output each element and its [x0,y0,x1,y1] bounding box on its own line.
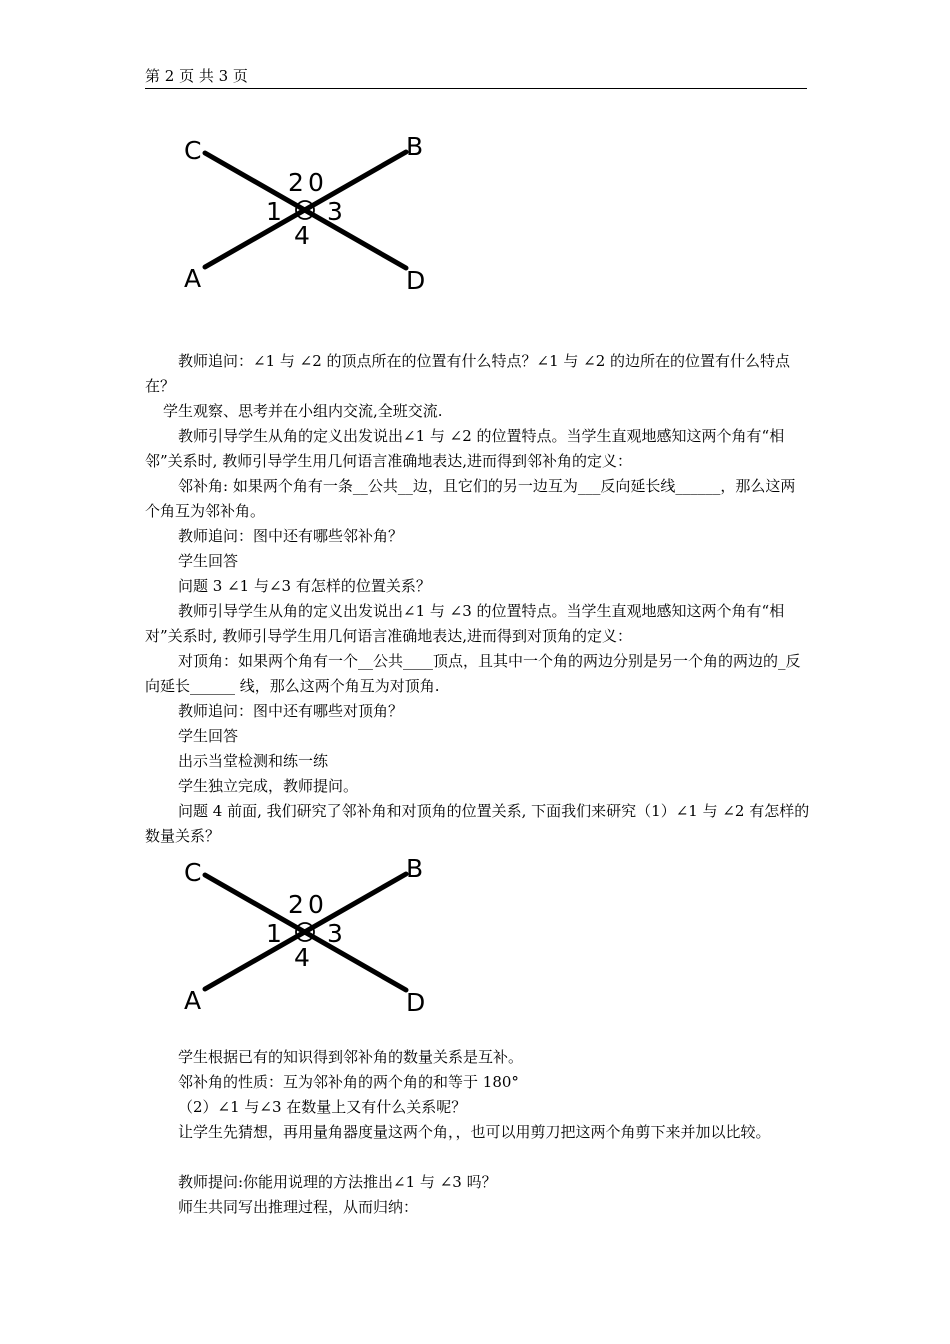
paragraph-5: 教师追问：图中还有哪些邻补角？ [178,527,404,545]
point-label-b: B [406,854,424,883]
paragraph-7: 问题 3 ∠1 与∠3 有怎样的位置关系？ [178,577,431,595]
angle-label-1: 1 [266,197,282,226]
angle-label-3: 3 [327,197,343,226]
paragraph-8: 教师引导学生从角的定义出发说出∠1 与 ∠3 的位置特点。当学生直观地感知这两个角有“相对”关系时, 教师引导学生用几何语言准确地表达,进而得到对顶角的定义： [145,602,785,645]
paragraph-4: 邻补角: 如果两个角有一条__公共__边，且它们的另一边互为___反向延长线______，那么这两个角互为邻补角。 [145,477,796,520]
angle-label-0: 0 [308,168,324,197]
point-label-d: D [406,266,426,293]
paragraph-15: 学生根据已有的知识得到邻补角的数量关系是互补。 [178,1048,524,1066]
angle-label-2: 2 [288,890,304,919]
angle-label-4: 4 [294,943,310,972]
angle-label-4: 4 [294,221,310,250]
intersecting-lines-figure-1 [170,128,440,293]
paragraph-10: 教师追问：图中还有哪些对顶角？ [178,702,404,720]
angle-label-1: 1 [266,919,282,948]
paragraph-17: （2）∠1 与∠3 在数量上又有什么关系呢？ [178,1098,467,1116]
paragraph-9: 对顶角：如果两个角有一个__公共____顶点，且其中一个角的两边分别是另一个角的两边的_反向延长______ 线，那么这两个角互为对顶角. [145,652,801,695]
paragraph-3: 教师引导学生从角的定义出发说出∠1 与 ∠2 的位置特点。当学生直观地感知这两个角有“相邻”关系时, 教师引导学生用几何语言准确地表达,进而得到邻补角的定义： [145,427,785,470]
point-label-c: C [184,136,202,165]
paragraph-13: 学生独立完成，教师提问。 [178,777,359,795]
paragraph-14: 问题 4 前面, 我们研究了邻补角和对顶角的位置关系, 下面我们来研究（1）∠1 与 ∠2 有怎样的数量关系？ [145,802,810,845]
page-header: 第 2 页 共 3 页 [145,66,807,89]
point-label-a: A [184,986,202,1015]
paragraph-11: 学生回答 [178,727,239,745]
paragraph-6: 学生回答 [178,552,239,570]
intersecting-lines-figure-2 [170,850,440,1015]
paragraph-2: 学生观察、思考并在小组内交流,全班交流. [163,402,443,420]
point-label-c: C [184,858,202,887]
paragraph-18: 让学生先猜想，再用量角器度量这两个角，，也可以用剪刀把这两个角剪下来并加以比较。 [178,1123,771,1141]
paragraph-1: 教师追问：∠1 与 ∠2 的顶点所在的位置有什么特点？∠1 与 ∠2 的边所在的位置有什么特点在？ [145,352,791,395]
angle-label-2: 2 [288,168,304,197]
angle-label-0: 0 [308,890,324,919]
point-label-d: D [406,988,426,1015]
point-label-b: B [406,132,424,161]
paragraph-16: 邻补角的性质：互为邻补角的两个角的和等于 180° [178,1073,519,1091]
paragraph-19: 教师提问:你能用说理的方法推出∠1 与 ∠3 吗？ [178,1173,497,1191]
paragraph-12: 出示当堂检测和练一练 [178,752,329,770]
point-label-a: A [184,264,202,293]
angle-label-3: 3 [327,919,343,948]
paragraph-20: 师生共同写出推理过程，从而归纳： [178,1198,419,1216]
